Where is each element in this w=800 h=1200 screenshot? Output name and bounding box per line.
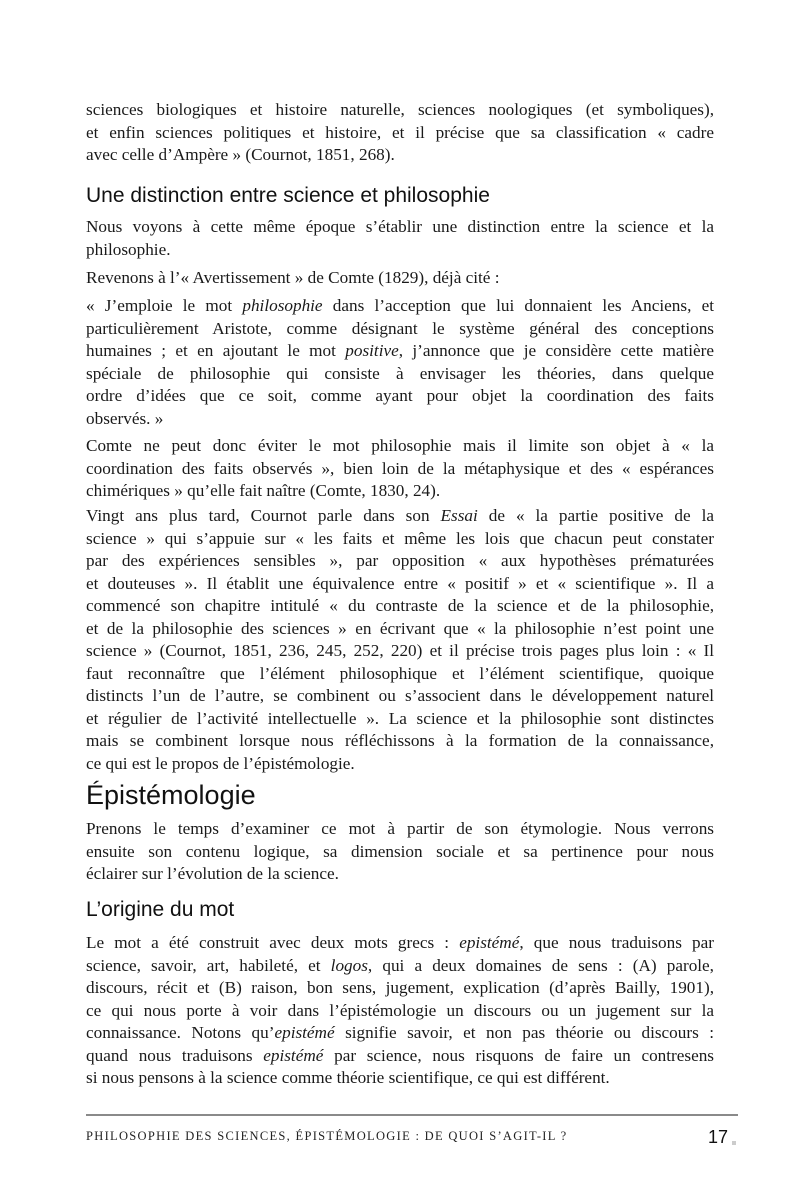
text-line: commencé son chapitre intitulé « du contraste de la science et de la philosophie, bbox=[86, 596, 714, 615]
text-line: sciences biologiques et histoire naturelle, sciences noologiques (et symboliques), bbox=[86, 100, 714, 119]
text-line: Le mot a été construit avec deux mots grecs : epistémé, que nous traduisons par bbox=[86, 933, 714, 952]
section-heading: Épistémologie bbox=[86, 780, 256, 810]
italic-term: epistémé bbox=[274, 1023, 335, 1042]
italic-term: epistémé bbox=[263, 1045, 324, 1065]
text-line: éclairer sur l’évolution de la science. bbox=[86, 864, 339, 883]
text-line: Revenons à l’« Avertissement » de Comte (1829), déjà cité : bbox=[86, 268, 500, 287]
text-line: Vingt ans plus tard, Cournot parle dans son Essai de « la partie positive de la bbox=[86, 506, 714, 525]
paragraph bbox=[86, 435, 714, 503]
paragraph bbox=[86, 932, 714, 1090]
italic-term: positive bbox=[345, 341, 399, 360]
text-line: science » qui s’appuie sur « les faits et même les lois que chacun peut constater bbox=[86, 528, 714, 548]
text-line: Nous voyons à cette même époque s’établir une distinction entre la science et la bbox=[86, 217, 714, 236]
text-line: « J’emploie le mot philosophie dans l’acception que lui donnaient les Anciens, et bbox=[86, 296, 714, 315]
text-line: faut reconnaître que l’élément philosophique et l’élément scientifique, quoique bbox=[86, 663, 714, 683]
text-line: humaines ; et en ajoutant le mot positive, j’annonce que je considère cette matière bbox=[86, 341, 714, 360]
italic-term: logos bbox=[330, 955, 368, 975]
subsection-heading: L’origine du mot bbox=[86, 898, 235, 921]
footer-rule bbox=[86, 1114, 738, 1116]
text-line: spéciale de philosophie qui consiste à envisager les théories, dans quelque bbox=[86, 363, 714, 383]
text-line: science, savoir, art, habileté, et logos, qui a deux domaines de sens : (A) parole, bbox=[86, 955, 714, 975]
text-line: ce qui nous porte à voir dans l’épistémologie un discours ou un jugement sur la bbox=[86, 1000, 714, 1020]
text-line: coordination des faits observés », bien loin de la métaphysique et des « espérances bbox=[86, 458, 714, 478]
text-line: distincts l’un de l’autre, se combinent ou s’associent dans le développement naturel bbox=[86, 686, 714, 705]
text-line: discours, récit et (B) raison, bon sens, jugement, explication (d’après Bailly, 1901), bbox=[86, 978, 714, 997]
text-line: et douteuses ». Il établit une équivalence entre « positif » et « scientifique ». Il a bbox=[86, 573, 714, 593]
text-line: ce qui est le propos de l’épistémologie. bbox=[86, 753, 355, 773]
text-line: philosophie. bbox=[86, 239, 171, 259]
italic-term: Essai bbox=[440, 506, 478, 525]
text-line: chimériques » qu’elle fait naître (Comte, 1830, 24). bbox=[86, 481, 441, 500]
paragraph bbox=[86, 295, 714, 430]
text-line: et de la philosophie des sciences » en écrivant que « la philosophie n’est point une bbox=[86, 618, 714, 638]
paragraph bbox=[86, 505, 714, 775]
text-line: ensuite son contenu logique, sa dimension sociale et sa pertinence pour nous bbox=[86, 841, 714, 861]
paragraph bbox=[86, 216, 714, 261]
paragraph bbox=[86, 99, 714, 167]
text-line: particulièrement Aristote, comme désignant le système général des conceptions bbox=[86, 318, 714, 338]
paragraph bbox=[86, 267, 714, 290]
running-title: PHILOSOPHIE DES SCIENCES, ÉPISTÉMOLOGIE : DE QUOI S’AGIT-IL ? bbox=[86, 1129, 568, 1143]
text-line: avec celle d’Ampère » (Cournot, 1851, 268). bbox=[86, 145, 395, 164]
page-number: 17 bbox=[708, 1127, 729, 1147]
text-line: connaissance. Notons qu’epistémé signifie savoir, et non pas théorie ou discours : bbox=[86, 1023, 714, 1042]
paragraph bbox=[86, 818, 714, 886]
text-line: Comte ne peut donc éviter le mot philosophie mais il limite son objet à « la bbox=[86, 436, 714, 455]
italic-term: epistémé bbox=[459, 933, 520, 952]
text-line: si nous pensons à la science comme théorie scientifique, ce qui est différent. bbox=[86, 1068, 610, 1087]
text-line: par des expériences sensibles », par opposition « aux hypothèses prématurées bbox=[86, 551, 714, 570]
page-marker bbox=[732, 1141, 736, 1145]
text-line: mais se combinent lorsque nous réfléchissons à la formation de la connaissance, bbox=[86, 731, 714, 750]
text-line: observés. » bbox=[86, 408, 164, 428]
subsection-heading: Une distinction entre science et philosophie bbox=[86, 184, 490, 207]
text-line: et enfin sciences politiques et histoire, et il précise que sa classification « cadre bbox=[86, 122, 714, 142]
text-line: Prenons le temps d’examiner ce mot à partir de son étymologie. Nous verrons bbox=[86, 819, 714, 838]
text-line: science » (Cournot, 1851, 236, 245, 252, 220) et il précise trois pages plus loin : « Il bbox=[86, 641, 714, 660]
italic-term: philosophie bbox=[242, 296, 323, 315]
text-line: et régulier de l’activité intellectuelle ». La science et la philosophie sont distinctes bbox=[86, 708, 714, 728]
text-line: ordre d’idées que ce soit, comme ayant pour objet la coordination des faits bbox=[86, 386, 714, 405]
text-line: quand nous traduisons epistémé par science, nous risquons de faire un contresens bbox=[86, 1045, 714, 1065]
